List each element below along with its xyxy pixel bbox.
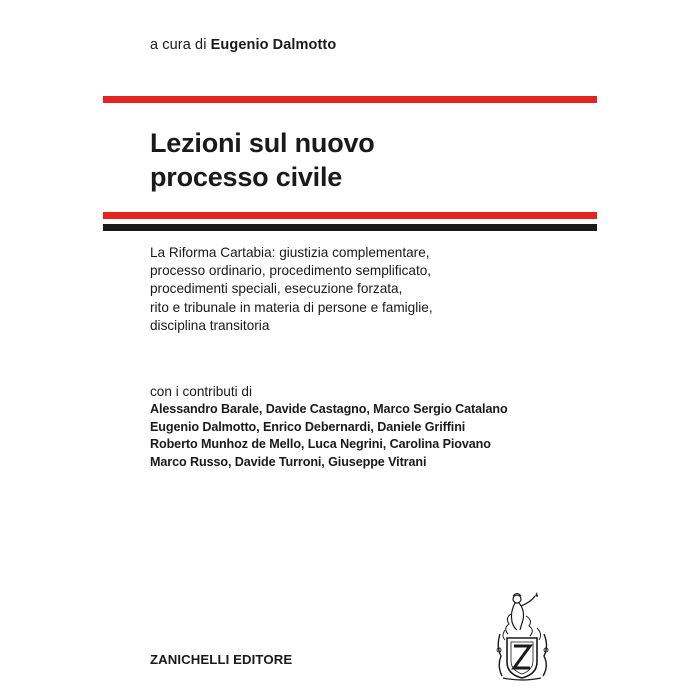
contributors-line: Marco Russo, Davide Turroni, Giuseppe Vitrani	[150, 454, 427, 469]
description-line: procedimenti speciali, esecuzione forzata,	[150, 281, 403, 297]
description-line: rito e tribunale in materia di persone e famiglie,	[150, 299, 433, 315]
contributors-list	[150, 401, 508, 471]
zanichelli-emblem-icon	[493, 590, 553, 682]
red-rule-bottom	[103, 212, 597, 219]
book-description	[150, 244, 590, 335]
black-rule-bottom	[103, 224, 597, 231]
contributors-line: Eugenio Dalmotto, Enrico Debernardi, Daniele Griffini	[150, 419, 466, 434]
title-line: processo civile	[150, 162, 343, 192]
editor-name: Eugenio Dalmotto	[210, 37, 337, 53]
editor-credit	[150, 37, 336, 53]
contributors-line: Alessandro Barale, Davide Castagno, Marco Sergio Catalano	[150, 402, 508, 416]
description-line: processo ordinario, procedimento semplificato,	[150, 263, 432, 279]
contributions-intro: con i contributi di	[150, 384, 253, 399]
publisher-name: ZANICHELLI EDITORE	[150, 652, 293, 667]
description-line: La Riforma Cartabia: giustizia complementare,	[150, 245, 430, 260]
description-line: disciplina transitoria	[150, 317, 270, 333]
title-line: Lezioni sul nuovo	[150, 128, 375, 158]
red-rule-top	[103, 96, 597, 103]
editor-prefix: a cura di	[150, 37, 207, 53]
contributors-line: Roberto Munhoz de Mello, Luca Negrini, Carolina Piovano	[150, 437, 491, 452]
book-title	[150, 126, 375, 194]
